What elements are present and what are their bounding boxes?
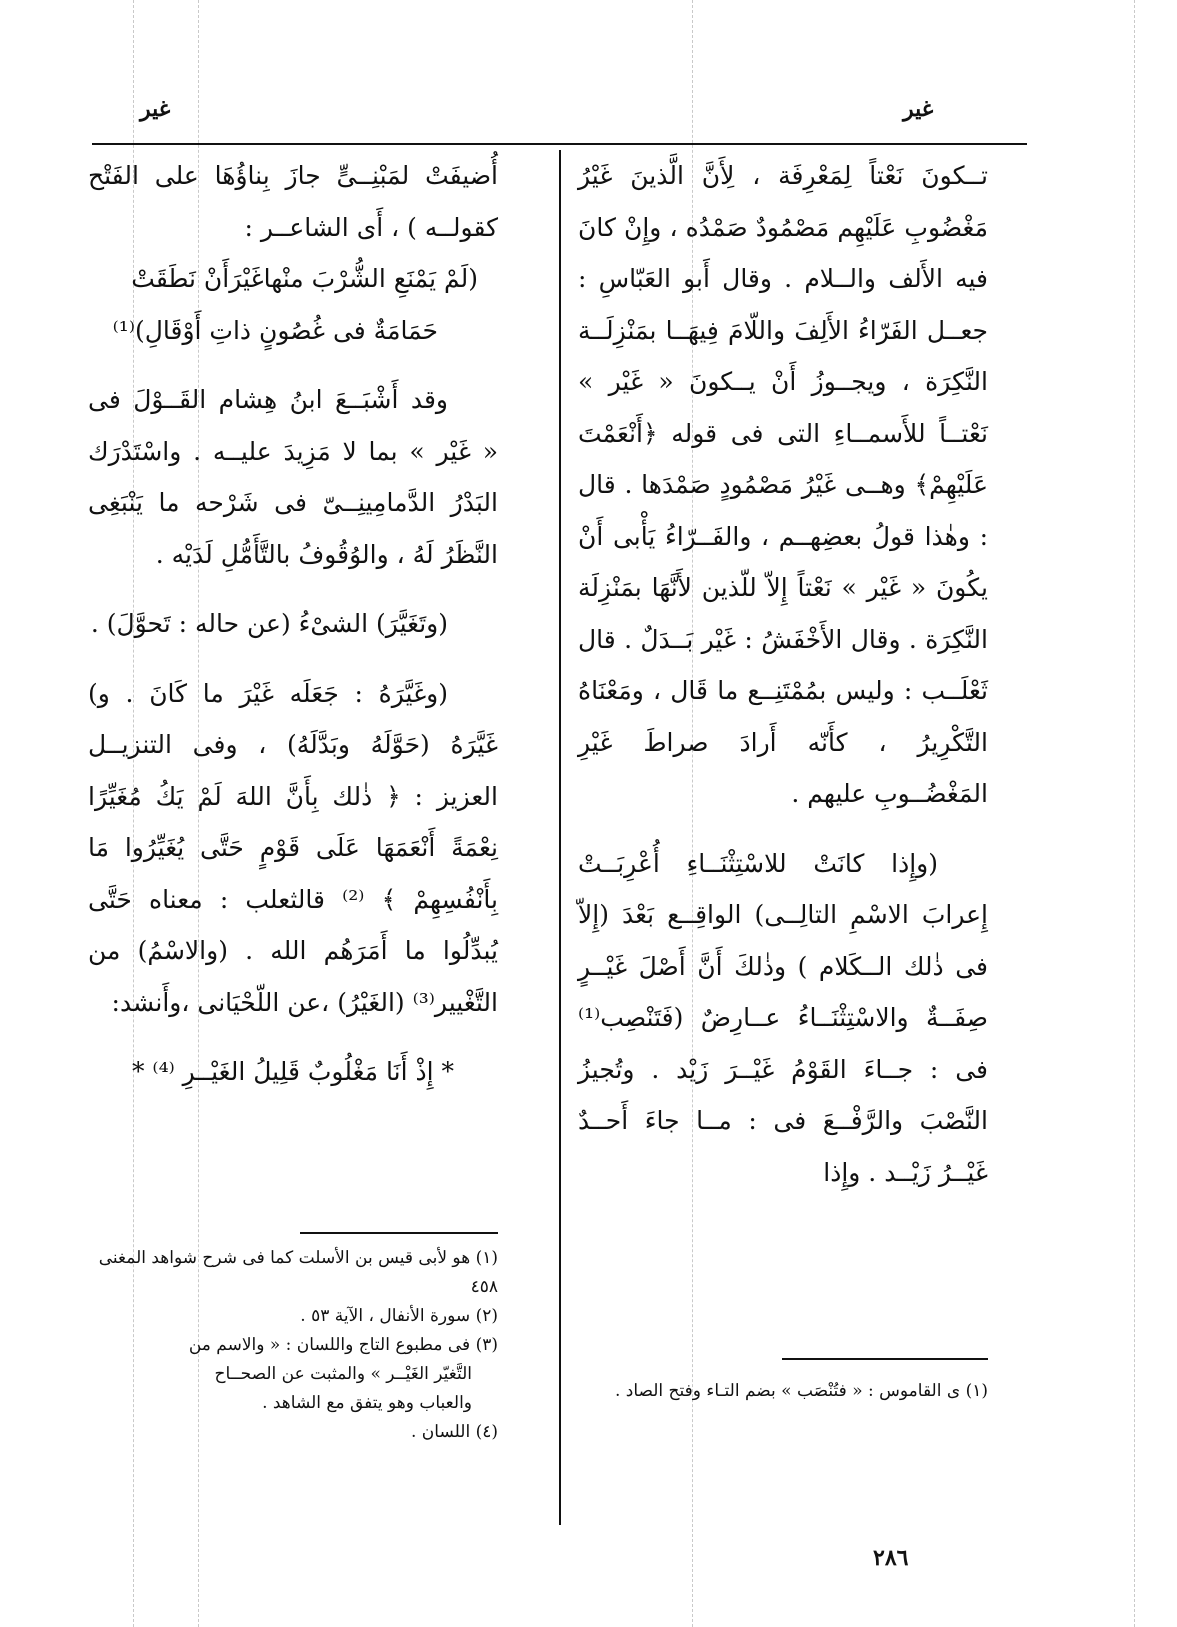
verse-line: (لَمْ يَمْنَعِ الشُّرْبَ منْهاغَيْرَأَنْ نَطَقَتْ xyxy=(131,264,478,293)
footnote-text: هو لأبى قيس بن الأسلت كما فى شرح شواهد المغنى ٤٥٨ xyxy=(98,1248,498,1297)
left-column xyxy=(88,150,498,1098)
footnote xyxy=(88,1302,498,1331)
left-column-paragraph: (وتَغَيَّرَ) الشىْءُ (عن حاله : تَحوَّلَ) . xyxy=(90,609,448,638)
right-footnotes xyxy=(578,1377,988,1406)
right-column xyxy=(578,150,988,1198)
footnote-rule-left xyxy=(300,1232,498,1234)
right-column-paragraph: (وإِذا كانَتْ للاسْتِثْنَــاءِ أُعْرِبَــتْ إِعرابَ الاسْمِ التالِــى) الواقِــع بَعْدَ (إِلاّ فى ذٰلك الــكَلام ) وذٰلكَ أَنَّ أَصْلَ غَيْــرٍ صِفَــةٌ والاسْتِثْنَــاءُ عــارِضٌ (فَتَنْصِب⁽¹⁾ فى : جــاءَ القَوْمُ غَيْــرَ زَيْد . وتُجيزُ النَّصْبَ والرَّفْــعَ فى : مــا جاءَ أَحــدٌ غَيْــرُ زَيْــد . وإِذا xyxy=(578,848,989,1187)
footnote-number: (٢) xyxy=(475,1306,498,1326)
verse-line: حَمَامَةٌ فى غُصُونٍ ذاتِ أَوْقَالِ)⁽¹⁾ xyxy=(112,315,438,345)
footnote xyxy=(578,1377,988,1406)
footnote xyxy=(88,1418,498,1447)
footnote-number: (٣) xyxy=(475,1335,498,1355)
footnote-continuation: التَّغيّر الغَيْــر » والمثبت عن الصحــاح xyxy=(214,1364,472,1384)
scan-artifact-line xyxy=(1134,0,1135,1627)
page-number: ٢٨٦ xyxy=(873,1545,909,1571)
footnote-rule-right xyxy=(782,1358,988,1360)
footnote-text: اللسان . xyxy=(411,1422,471,1442)
footnote-number: (١) xyxy=(965,1381,988,1401)
left-column-paragraph: (وغَيَّرَهُ : جَعَلَه غَيْرَ ما كَانَ . و) غَيَّرَهُ (حَوَّلَهُ وبَدَّلَهُ) ، وفى التنزيــل العزيز : ﴿ ذٰلك بِأَنَّ اللهَ لَمْ يَكُ مُغَيِّرًا نِعْمَةً أَنْعَمَهَا عَلَى قَوْمٍ حَتَّى يُغَيِّرُوا مَا بِأَنْفُسِهِمْ ﴾ ⁽²⁾ قالثعلب : معناه حَتَّى يُبدِّلُوا ما أَمَرَهُم الله . (والاسْمُ) من التَّغْيير⁽³⁾ (الغَيْرُ) ،عن اللّحْيَانى ،وأَنشد: xyxy=(88,678,498,1017)
final-verse: * إِذْ أَنَا مَغْلُوبٌ قَلِيلُ الغَيْــرِ ⁽⁴⁾ * xyxy=(131,1057,455,1086)
left-column-opening: أُضيفَتْ لمَبْنِــىٍّ جازَ بِناؤُهَا على الفَتْح كقولــه ) ، أَى الشاعــر : xyxy=(88,161,498,242)
verse xyxy=(88,253,498,356)
footnote-number: (١) xyxy=(475,1248,498,1268)
footnote-continuation: والعباب وهو يتفق مع الشاهد . xyxy=(262,1393,472,1413)
footnote-number: (٤) xyxy=(475,1422,498,1442)
left-column-paragraph: وقد أَشْبَــعَ ابنُ هِشام القَــوْلَ فى « غَيْر » بما لا مَزِيدَ عليــه . واسْتَدْرَك البَدْرُ الدَّمامِينِــىّ فى شَرْحه ما يَنْبَغِى النَّظَرُ لَهُ ، والوُقُوفُ بالتَّأَمُّلِ لَدَيْه . xyxy=(88,385,498,569)
footnote xyxy=(88,1244,498,1302)
running-head-left: غير xyxy=(140,96,171,122)
running-head-right: غير xyxy=(903,96,934,122)
right-column-paragraph: تــكونَ نَعْتاً لِمَعْرِفَة ، لِأَنَّ الَّذينَ غَيْرُ مَغْضُوبِ عَلَيْهِم مَصْمُودٌ صَمْدُه ، وإِنْ كانَ فيه الأَلف والــلام . وقال أَبو العَبّاسِ : جعــل الفَرّاءُ الأَلِفَ واللّامَ فِيهَــا بمَنْزِلَــة النَّكِرَة ، ويجــوزُ أَنْ يــكونَ « غَيْر » نَعْتــاً للأَسمــاءِ التى فى قوله ﴿أَنْعَمْتَ عَلَيْهِمْ﴾ وهــى غَيْرُ مَصْمُودٍ صَمْدَها . قال : وهٰذا قولُ بعضِهــم ، والفَــرّاءُ يَأْبى أَنْ يكُونَ « غَيْر » نَعْتاً إِلاّ للّذين لأَنَّهَا بمَنْزِلَة النَّكِرَة . وقال الأَخْفَشُ : غَيْر بَــدَلٌ . قال ثَعْلَــب : وليس بمُمْتَنِــع ما قَال ، ومَعْنَاهُ التَّكْرِيرُ ، كأَنّه أَرادَ صراطَ غَيْرِ المَغْضُــوبِ عليهم . xyxy=(578,161,988,808)
left-footnotes xyxy=(88,1244,498,1447)
footnote-text: ى القاموس : « فتُنْصَب » بضم التـاء وفتح الصاد . xyxy=(614,1381,961,1401)
footnote-text: فى مطبوع التاج واللسان : « والاسم من xyxy=(188,1335,471,1355)
column-divider xyxy=(559,150,561,1525)
footnote-text: سورة الأنفال ، الآية ٥٣ . xyxy=(300,1306,471,1326)
header-rule xyxy=(92,143,1027,145)
footnote xyxy=(88,1331,498,1360)
